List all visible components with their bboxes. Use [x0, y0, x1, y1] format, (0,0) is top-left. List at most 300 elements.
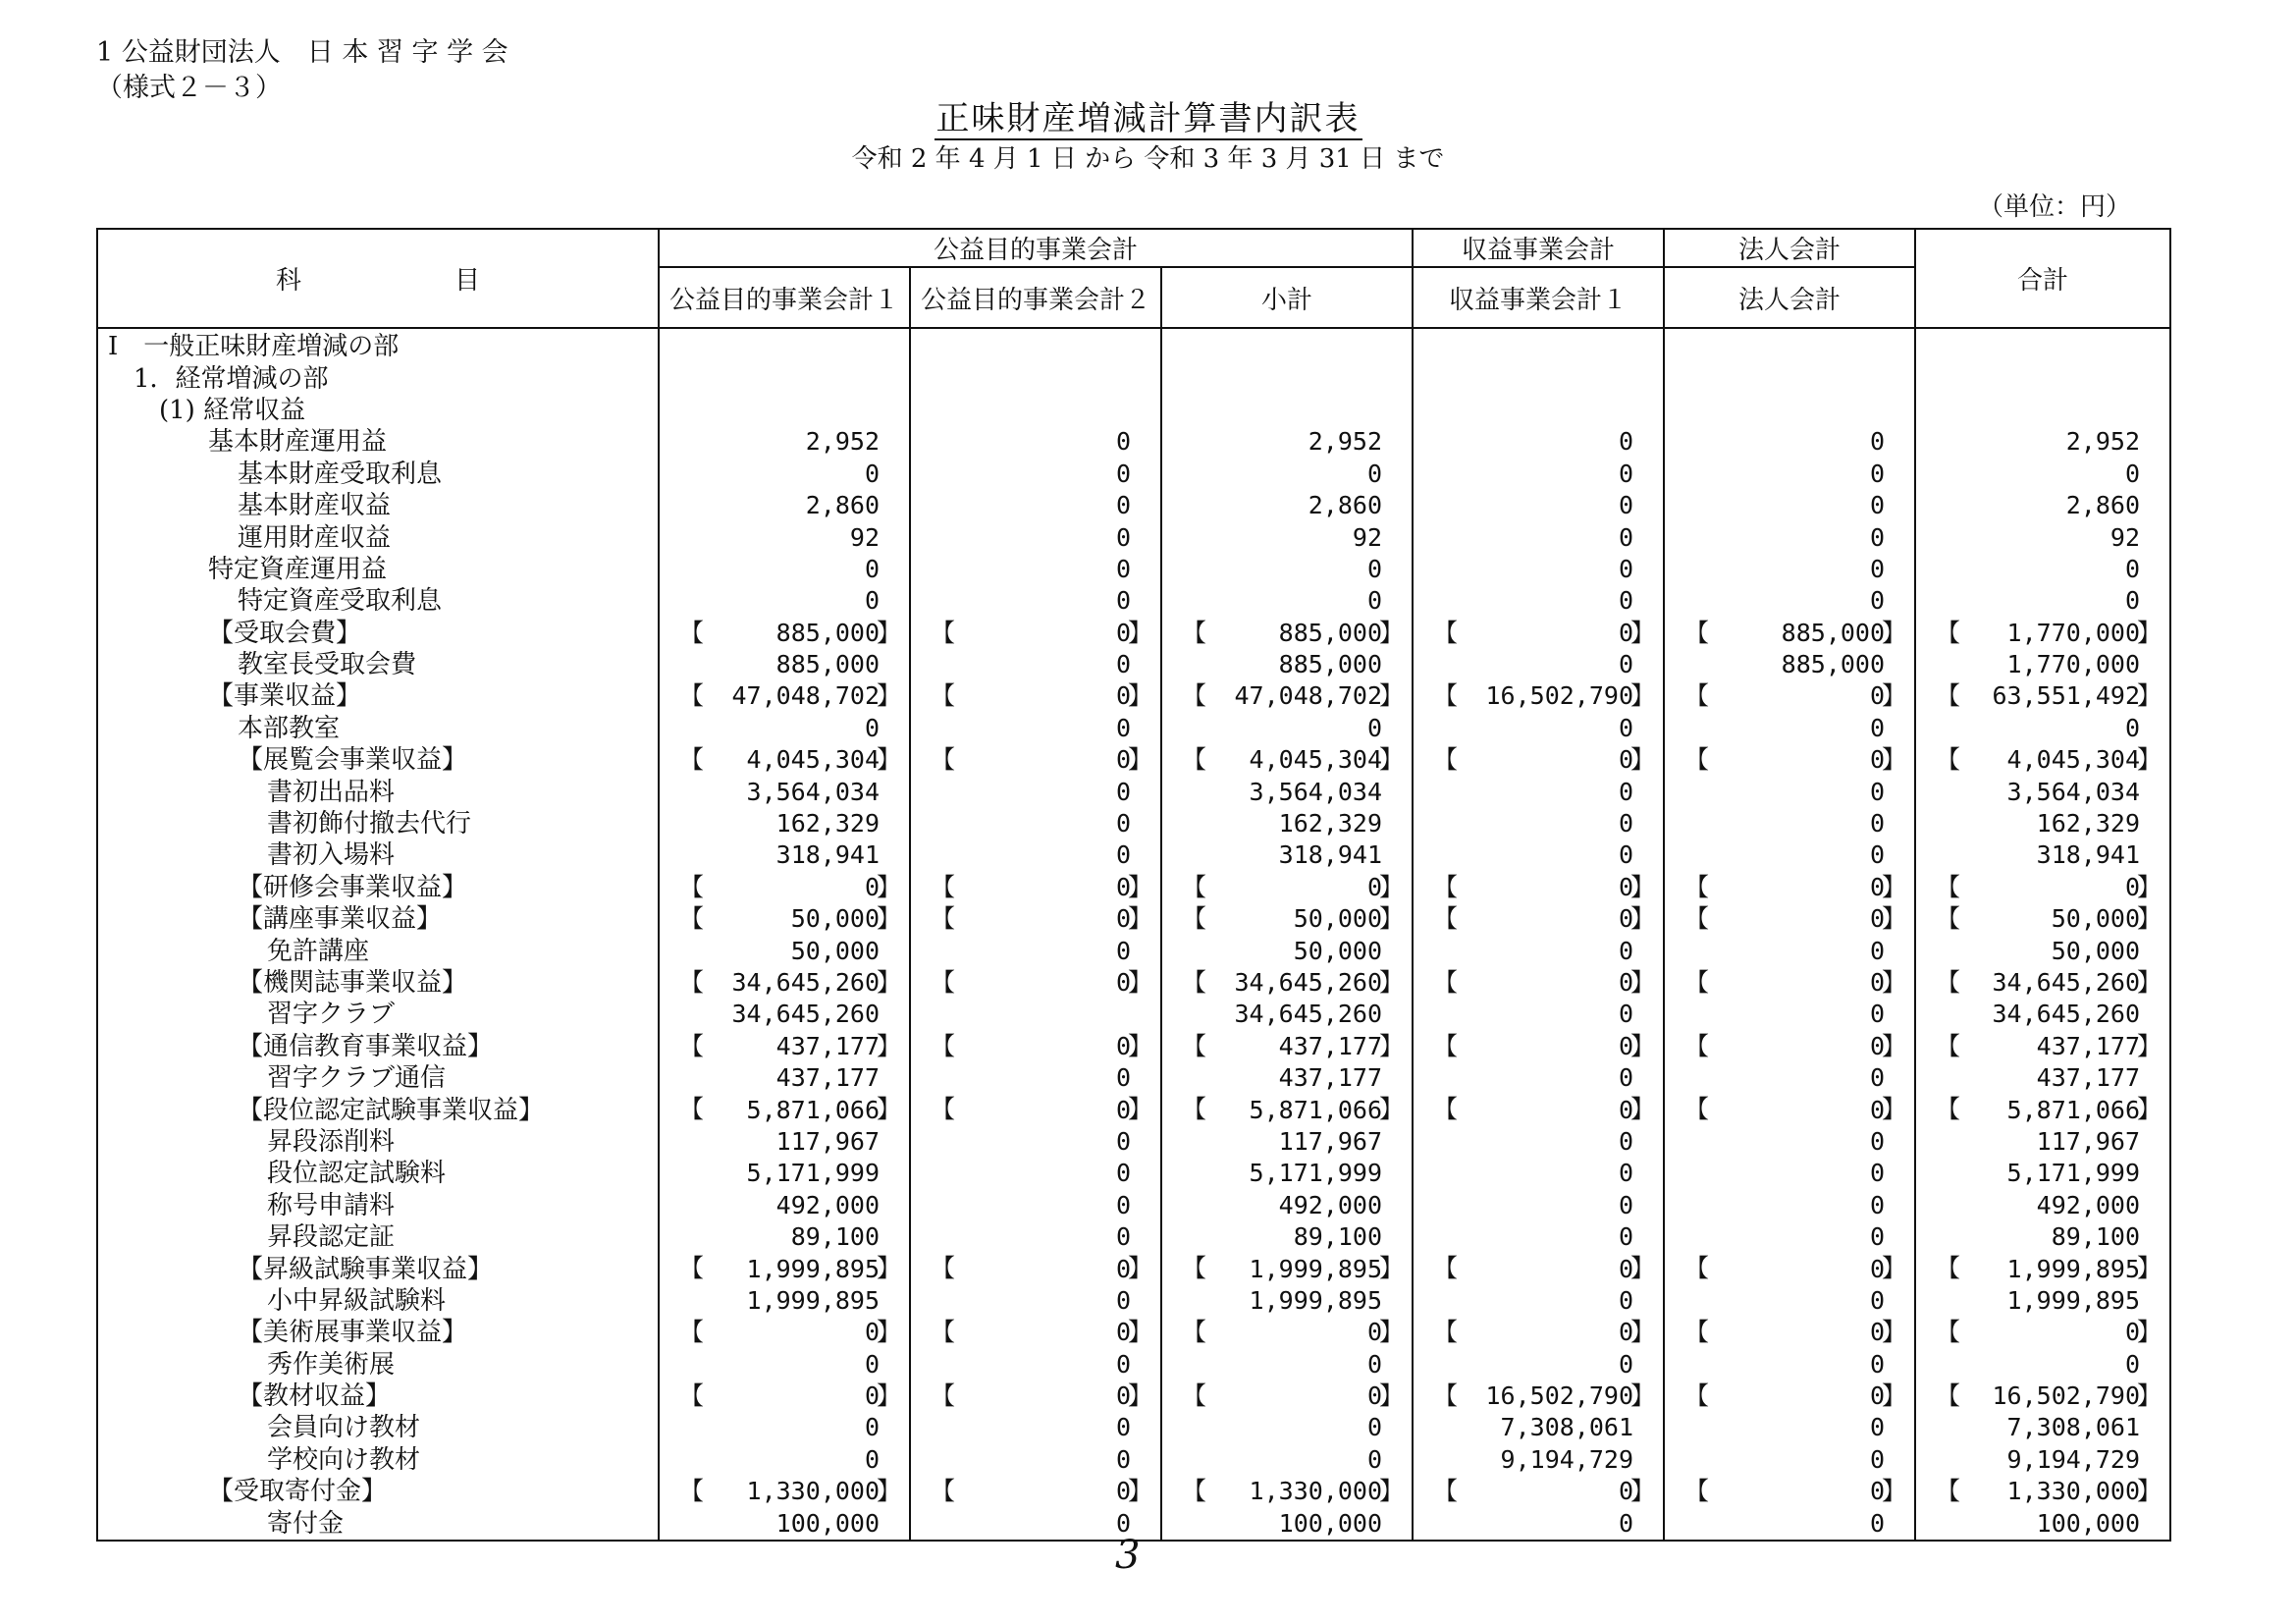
bracket-open: 【 [1433, 967, 1459, 997]
amount-cell [910, 459, 1161, 490]
bracket-open: 【 [1684, 872, 1710, 901]
amount-value: 5,871,066 [746, 1095, 880, 1124]
amount-cell [1915, 967, 2170, 999]
amount-cell [659, 967, 910, 999]
amount-cell [1161, 1253, 1413, 1284]
bracket-open: 【 [679, 1095, 705, 1124]
amount-cell [910, 1349, 1161, 1380]
amount-value: 0 [1115, 491, 1131, 520]
amount-value: 0 [1618, 1508, 1634, 1538]
amount-cell [1915, 521, 2170, 553]
bracket-open: 【 [1936, 1031, 1961, 1060]
amount-value: 0 [1869, 1285, 1886, 1315]
bracket-close: 】 [2137, 745, 2163, 775]
bracket-close: 】 [2137, 1031, 2163, 1060]
amount-cell [1915, 1380, 2170, 1412]
row-label: 【事業収益】 [97, 680, 659, 712]
amount-value: 0 [1366, 1349, 1383, 1379]
amount-value: 3,564,034 [746, 777, 880, 806]
amount-cell [1664, 999, 1915, 1030]
amount-value: 0 [1618, 1477, 1634, 1506]
amount-cell [1161, 713, 1413, 744]
amount-value: 0 [1869, 1159, 1886, 1188]
amount-value: 2,952 [1308, 427, 1383, 457]
amount-cell [910, 935, 1161, 966]
amount-value: 0 [864, 1349, 880, 1379]
amount-cell [1915, 872, 2170, 903]
amount-value: 34,645,260 [731, 1000, 880, 1029]
amount-cell [1915, 713, 2170, 744]
amount-cell [910, 903, 1161, 935]
bracket-open: 【 [1936, 904, 1961, 934]
amount-value: 2,860 [1308, 491, 1383, 520]
amount-cell [1915, 1476, 2170, 1507]
amount-value: 5,871,066 [2006, 1095, 2141, 1124]
amount-value: 16,502,790 [1485, 1381, 1634, 1411]
amount-value: 4,045,304 [746, 745, 880, 775]
bracket-open: 【 [1182, 967, 1207, 997]
bracket-open: 【 [1684, 1254, 1710, 1283]
bracket-open: 【 [1433, 745, 1459, 775]
amount-value: 50,000 [790, 936, 880, 965]
amount-value: 117,967 [1278, 1126, 1383, 1156]
amount-cell [1413, 903, 1664, 935]
amount-cell [1413, 1253, 1664, 1284]
bracket-close: 】 [1379, 1380, 1405, 1410]
amount-cell [1161, 1031, 1413, 1062]
row-label: 【研修会事業収益】 [97, 872, 659, 903]
amount-value: 1,999,895 [1249, 1254, 1383, 1283]
amount-value: 0 [1869, 745, 1886, 775]
amount-cell [1915, 395, 2170, 426]
amount-cell [910, 808, 1161, 839]
amount-value: 0 [1618, 936, 1634, 965]
amount-value: 1,330,000 [1249, 1477, 1383, 1506]
table-row [97, 395, 2170, 426]
bracket-close: 】 [1882, 1095, 1907, 1124]
amount-cell [1413, 1094, 1664, 1125]
amount-value: 0 [1869, 1477, 1886, 1506]
amount-value: 437,177 [2036, 1063, 2141, 1093]
table-row [97, 362, 2170, 394]
amount-value: 162,329 [2036, 809, 2141, 839]
amount-value: 34,645,260 [1992, 1000, 2141, 1029]
bracket-close: 】 [1630, 872, 1656, 901]
amount-cell [1664, 1349, 1915, 1380]
amount-cell [659, 776, 910, 807]
amount-value: 0 [1618, 1063, 1634, 1093]
amount-value: 0 [864, 586, 880, 616]
bracket-open: 【 [1182, 1318, 1207, 1347]
amount-value: 5,171,999 [1249, 1159, 1383, 1188]
amount-cell [1915, 1349, 2170, 1380]
row-label: 基本財産受取利息 [97, 459, 659, 490]
amount-cell [910, 1094, 1161, 1125]
amount-cell [659, 1221, 910, 1253]
amount-value: 1,770,000 [2006, 650, 2141, 679]
amount-cell [1664, 521, 1915, 553]
amount-cell [910, 744, 1161, 776]
bracket-close: 】 [876, 681, 901, 711]
amount-cell [1161, 426, 1413, 458]
amount-cell [1161, 649, 1413, 680]
table-row [97, 744, 2170, 776]
table-row [97, 426, 2170, 458]
header-subtotal: 小計 [1161, 267, 1413, 328]
amount-cell [1413, 1412, 1664, 1443]
amount-cell [1161, 459, 1413, 490]
amount-cell [1915, 1094, 2170, 1125]
amount-cell [659, 1062, 910, 1094]
amount-value: 9,194,729 [2006, 1444, 2141, 1474]
row-label: 【美術展事業収益】 [97, 1317, 659, 1348]
amount-cell [1664, 395, 1915, 426]
amount-cell [659, 872, 910, 903]
bracket-close: 】 [1630, 967, 1656, 997]
bracket-close: 】 [1882, 1031, 1907, 1060]
bracket-close: 】 [876, 1254, 901, 1283]
amount-cell [1161, 903, 1413, 935]
amount-value: 7,308,061 [1500, 1413, 1634, 1442]
bracket-open: 【 [679, 681, 705, 711]
row-label: 称号申請料 [97, 1190, 659, 1221]
bracket-close: 】 [876, 1380, 901, 1410]
amount-cell [1413, 967, 1664, 999]
bracket-close: 】 [876, 967, 901, 997]
amount-value: 4,045,304 [1249, 745, 1383, 775]
amount-value: 0 [1115, 777, 1131, 806]
amount-cell [1413, 649, 1664, 680]
document-title [0, 98, 2296, 139]
amount-cell [1664, 839, 1915, 871]
amount-value: 0 [1869, 1222, 1886, 1252]
amount-value: 0 [1115, 1222, 1131, 1252]
amount-cell [659, 395, 910, 426]
amount-value: 0 [1869, 1444, 1886, 1474]
amount-value: 0 [1618, 427, 1634, 457]
bracket-close: 】 [876, 1477, 901, 1506]
amount-cell [1161, 935, 1413, 966]
amount-value: 0 [1115, 1318, 1131, 1347]
amount-cell [659, 426, 910, 458]
amount-cell [910, 395, 1161, 426]
bracket-close: 】 [2137, 1380, 2163, 1410]
row-label: 【講座事業収益】 [97, 903, 659, 935]
row-label: 基本財産収益 [97, 490, 659, 521]
amount-value: 0 [1618, 745, 1634, 775]
row-label: 本部教室 [97, 713, 659, 744]
amount-cell [659, 935, 910, 966]
amount-value: 0 [1869, 586, 1886, 616]
amount-cell [910, 521, 1161, 553]
amount-cell [1161, 521, 1413, 553]
amount-cell [1915, 1253, 2170, 1284]
bracket-close: 】 [1379, 1254, 1405, 1283]
amount-value: 0 [1618, 586, 1634, 616]
bracket-open: 【 [1182, 872, 1207, 901]
amount-value: 0 [1869, 1031, 1886, 1060]
amount-cell [1161, 1380, 1413, 1412]
bracket-open: 【 [931, 1477, 956, 1506]
amount-cell [1413, 713, 1664, 744]
breakdown-table [96, 228, 2171, 1542]
amount-cell [1664, 1476, 1915, 1507]
amount-value: 0 [2124, 1318, 2141, 1347]
amount-cell [1664, 1158, 1915, 1189]
table-row [97, 839, 2170, 871]
amount-cell [1161, 999, 1413, 1030]
amount-value: 0 [1618, 1349, 1634, 1379]
row-label: 【昇級試験事業収益】 [97, 1253, 659, 1284]
amount-value: 0 [1115, 1508, 1131, 1538]
amount-cell [1413, 1285, 1664, 1317]
amount-value: 0 [1869, 1381, 1886, 1411]
bracket-open: 【 [1433, 1318, 1459, 1347]
amount-cell [659, 1253, 910, 1284]
amount-value: 0 [1618, 840, 1634, 870]
bracket-close: 】 [1630, 1380, 1656, 1410]
amount-value: 492,000 [1278, 1190, 1383, 1219]
table-row [97, 1190, 2170, 1221]
amount-cell [1161, 1412, 1413, 1443]
row-label: Ⅰ 一般正味財産増減の部 [97, 328, 659, 362]
amount-value: 0 [1869, 554, 1886, 583]
amount-value: 885,000 [775, 650, 880, 679]
amount-cell [1413, 618, 1664, 649]
row-label: 1．経常増減の部 [97, 362, 659, 394]
bracket-close: 】 [1882, 681, 1907, 711]
amount-cell [1664, 554, 1915, 585]
amount-value: 34,645,260 [731, 968, 880, 997]
bracket-open: 【 [931, 681, 956, 711]
amount-cell [659, 1094, 910, 1125]
bracket-close: 】 [1127, 618, 1152, 647]
amount-value: 0 [1366, 459, 1383, 488]
bracket-open: 【 [679, 967, 705, 997]
amount-value: 0 [1115, 1349, 1131, 1379]
bracket-open: 【 [1936, 1318, 1961, 1347]
table-row [97, 935, 2170, 966]
amount-value: 0 [2124, 1349, 2141, 1379]
bracket-close: 】 [1630, 1095, 1656, 1124]
amount-cell [1664, 1126, 1915, 1158]
amount-value: 0 [2124, 586, 2141, 616]
amount-value: 885,000 [1278, 618, 1383, 647]
bracket-open: 【 [1936, 872, 1961, 901]
amount-cell [659, 362, 910, 394]
amount-value: 0 [1115, 1444, 1131, 1474]
bracket-close: 】 [2137, 1254, 2163, 1283]
amount-cell [910, 1253, 1161, 1284]
amount-value: 0 [1869, 840, 1886, 870]
amount-value: 0 [864, 554, 880, 583]
table-row [97, 1221, 2170, 1253]
amount-cell [1413, 1380, 1664, 1412]
table-row [97, 999, 2170, 1030]
bracket-open: 【 [1684, 745, 1710, 775]
bracket-close: 】 [1379, 904, 1405, 934]
amount-value: 0 [1869, 1413, 1886, 1442]
bracket-open: 【 [1433, 1095, 1459, 1124]
amount-value: 1,770,000 [2006, 618, 2141, 647]
amount-cell [1915, 618, 2170, 649]
bracket-close: 】 [876, 1318, 901, 1347]
amount-value: 9,194,729 [1500, 1444, 1634, 1474]
amount-cell [1413, 490, 1664, 521]
amount-cell [1664, 935, 1915, 966]
amount-cell [1161, 1507, 1413, 1540]
row-label: 寄付金 [97, 1507, 659, 1540]
amount-cell [1161, 967, 1413, 999]
amount-cell [1664, 1412, 1915, 1443]
row-label: 【展覧会事業収益】 [97, 744, 659, 776]
amount-cell [1161, 1190, 1413, 1221]
amount-value: 0 [1115, 1254, 1131, 1283]
amount-cell [1664, 776, 1915, 807]
bracket-close: 】 [1882, 1380, 1907, 1410]
amount-value: 0 [1869, 522, 1886, 552]
amount-cell [910, 999, 1161, 1030]
bracket-close: 】 [876, 1031, 901, 1060]
amount-value: 0 [1618, 713, 1634, 742]
amount-value: 2,860 [805, 491, 880, 520]
amount-cell [1161, 328, 1413, 362]
amount-value: 0 [1869, 1000, 1886, 1029]
amount-cell [1664, 1031, 1915, 1062]
amount-cell [659, 1031, 910, 1062]
bracket-close: 】 [876, 1095, 901, 1124]
row-label: (1) 経常収益 [97, 395, 659, 426]
amount-cell [910, 1317, 1161, 1348]
header-corporate: 法人会計 [1664, 267, 1915, 328]
bracket-open: 【 [1433, 1380, 1459, 1410]
amount-cell [1161, 490, 1413, 521]
row-label: 昇段添削料 [97, 1126, 659, 1158]
table-row [97, 1380, 2170, 1412]
amount-value: 0 [1869, 681, 1886, 711]
table-row [97, 1158, 2170, 1189]
amount-value: 50,000 [790, 904, 880, 934]
amount-cell [1413, 1476, 1664, 1507]
amount-cell [1413, 362, 1664, 394]
row-label: 【受取寄付金】 [97, 1476, 659, 1507]
amount-value: 34,645,260 [1992, 968, 2141, 997]
table-row [97, 521, 2170, 553]
bracket-close: 】 [1882, 745, 1907, 775]
amount-cell [659, 1412, 910, 1443]
amount-cell [1161, 872, 1413, 903]
amount-cell [659, 713, 910, 744]
table-row [97, 776, 2170, 807]
amount-value: 0 [1618, 1000, 1634, 1029]
bracket-open: 【 [1433, 872, 1459, 901]
amount-cell [1161, 744, 1413, 776]
amount-cell [1161, 839, 1413, 871]
amount-value: 0 [1618, 1285, 1634, 1315]
bracket-close: 】 [1127, 967, 1152, 997]
bracket-close: 】 [1127, 1318, 1152, 1347]
amount-cell [1664, 967, 1915, 999]
row-label: 書初出品料 [97, 776, 659, 807]
bracket-close: 】 [1127, 1095, 1152, 1124]
header-subject: 科 目 [97, 229, 659, 328]
amount-value: 1,330,000 [2006, 1477, 2141, 1506]
amount-cell [1161, 1221, 1413, 1253]
amount-cell [1161, 808, 1413, 839]
row-label: 運用財産収益 [97, 521, 659, 553]
amount-cell [1664, 1285, 1915, 1317]
amount-value: 0 [1618, 1126, 1634, 1156]
amount-cell [910, 872, 1161, 903]
amount-value: 0 [1115, 1126, 1131, 1156]
amount-cell [1413, 1031, 1664, 1062]
bracket-close: 】 [876, 745, 901, 775]
amount-cell [1915, 680, 2170, 712]
amount-value: 16,502,790 [1992, 1381, 2141, 1411]
amount-value: 0 [864, 1318, 880, 1347]
amount-cell [1413, 839, 1664, 871]
amount-cell [659, 903, 910, 935]
bracket-open: 【 [1684, 1031, 1710, 1060]
amount-value: 0 [1115, 586, 1131, 616]
bracket-open: 【 [1182, 1477, 1207, 1506]
amount-value: 0 [1115, 936, 1131, 965]
amount-cell [1915, 649, 2170, 680]
bracket-open: 【 [679, 1254, 705, 1283]
amount-cell [1161, 618, 1413, 649]
amount-cell [1413, 872, 1664, 903]
header-public-1: 公益目的事業会計１ [659, 267, 910, 328]
amount-cell [659, 1444, 910, 1476]
amount-cell [1664, 1221, 1915, 1253]
amount-value: 0 [1618, 618, 1634, 647]
row-label: 書初入場料 [97, 839, 659, 871]
amount-cell [1664, 1380, 1915, 1412]
amount-value: 0 [1115, 840, 1131, 870]
amount-cell [1161, 1349, 1413, 1380]
amount-value: 2,860 [2065, 491, 2141, 520]
amount-cell [1915, 490, 2170, 521]
bracket-close: 】 [1630, 681, 1656, 711]
bracket-open: 【 [1936, 1095, 1961, 1124]
row-label: 【段位認定試験事業収益】 [97, 1094, 659, 1125]
table-row [97, 585, 2170, 617]
amount-cell [659, 1507, 910, 1540]
amount-value: 0 [1618, 650, 1634, 679]
bracket-open: 【 [931, 1380, 956, 1410]
amount-value: 0 [1869, 1349, 1886, 1379]
amount-cell [1664, 744, 1915, 776]
amount-cell [1664, 490, 1915, 521]
amount-cell [910, 585, 1161, 617]
amount-cell [659, 618, 910, 649]
amount-value: 89,100 [2051, 1222, 2141, 1252]
amount-cell [1413, 1126, 1664, 1158]
bracket-close: 】 [2137, 618, 2163, 647]
amount-value: 63,551,492 [1992, 681, 2141, 711]
amount-value: 0 [1618, 1190, 1634, 1219]
amount-cell [1664, 713, 1915, 744]
amount-value: 0 [1618, 491, 1634, 520]
row-label: 書初飾付撤去代行 [97, 808, 659, 839]
row-label: 段位認定試験料 [97, 1158, 659, 1189]
bracket-close: 】 [2137, 967, 2163, 997]
bracket-close: 】 [1630, 1318, 1656, 1347]
amount-value: 0 [1618, 554, 1634, 583]
amount-cell [659, 1380, 910, 1412]
amount-value: 0 [864, 1444, 880, 1474]
bracket-close: 】 [2137, 872, 2163, 901]
